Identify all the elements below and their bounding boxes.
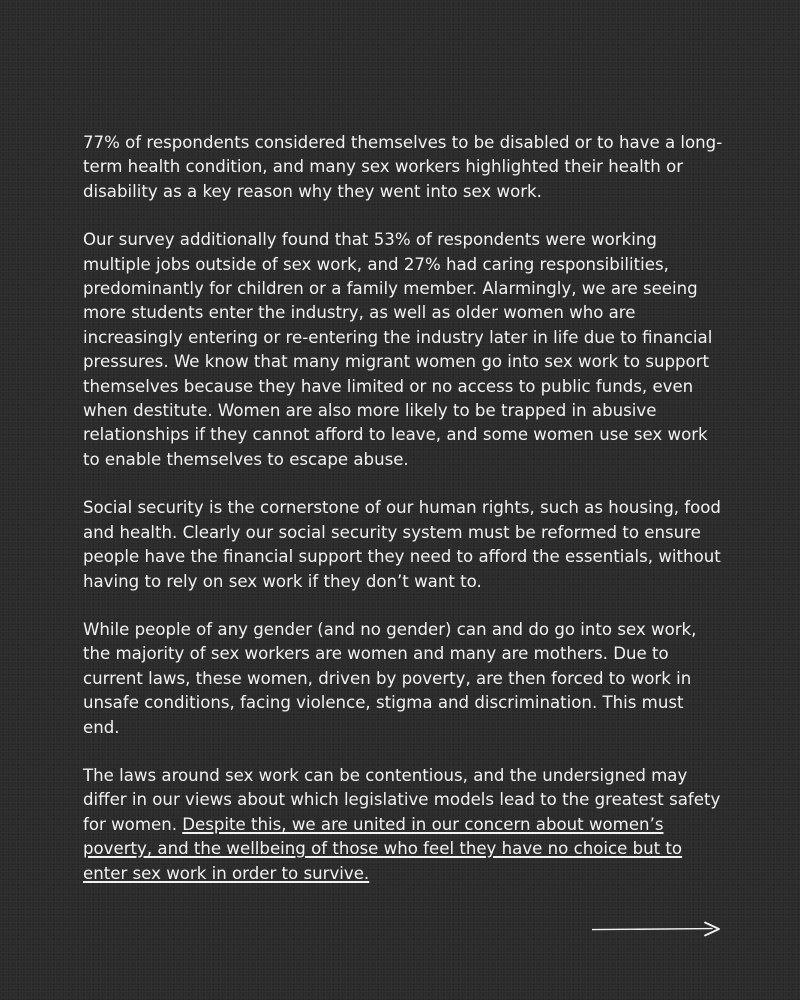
paragraph-survey-findings: Our survey additionally found that 53% of respondents were working multiple jobs outside of sex work, and 27% had caring responsibilities, predominantly for children or a family member. Alarmingly, we are seeing more students enter the industry, as well as older women who are increasingly entering or re-entering the industry later in life due to financial pressures. We know that many migrant women go into sex work to support themselves because they have limited or no access to public funds, even when destitute. Women are also more likely to be trapped in abusive relationships if they cannot afford to leave, and some women use sex work to enable themselves to escape abuse. bbox=[83, 230, 713, 469]
paragraph-gender: While people of any gender (and no gender) can and do go into sex work, the majority of sex workers are women and many are mothers. Due to current laws, these women, driven by poverty, are then forced to work in unsafe conditions, facing violence, stigma and discrimination. This must end. bbox=[83, 619, 697, 737]
document-body bbox=[83, 131, 723, 886]
paragraph-disability: 77% of respondents considered themselves to be disabled or to have a long-term health condition, and many sex workers highlighted their health or disability as a key reason why they went into sex work. bbox=[83, 133, 723, 201]
paragraph-laws-emphasis: Despite this, we are united in our concern about women’s poverty, and the wellbeing of those who feel they have no choice but to enter sex work in order to survive. bbox=[83, 814, 683, 883]
paragraph-laws bbox=[83, 764, 723, 886]
arrow-right-icon[interactable] bbox=[592, 918, 722, 940]
paragraph-laws-plain: The laws around sex work can be contentious, and the undersigned may differ in our views about which legislative models lead to the greatest safety for women. bbox=[83, 765, 721, 834]
paragraph-social-security: Social security is the cornerstone of our human rights, such as housing, food and health. Clearly our social security system must be reformed to ensure people have the financial support they need to afford the essentials, without having to rely on sex work if they don’t want to. bbox=[83, 498, 721, 591]
